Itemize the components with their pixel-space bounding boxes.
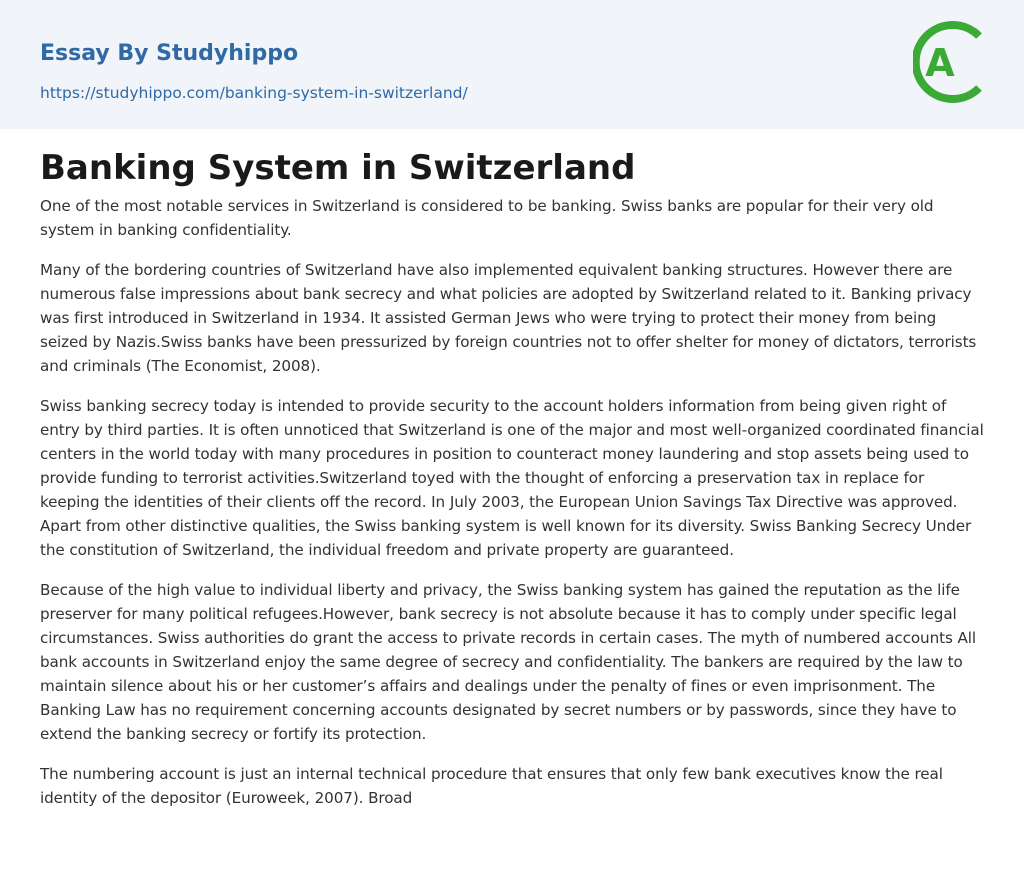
logo-letter: A xyxy=(925,41,955,85)
page-header xyxy=(0,0,1024,129)
essay-url-link[interactable]: https://studyhippo.com/banking-system-in-switzerland/ xyxy=(40,84,468,102)
brand-title[interactable]: Essay By Studyhippo xyxy=(40,41,299,66)
logo-icon[interactable] xyxy=(913,20,985,104)
article-paragraph: Because of the high value to individual liberty and privacy, the Swiss banking system has gained the reputation as the life preserver for many political refugees.However, bank secrecy is not absolute because it has to comply under specific legal circumstances. Swiss authorities do grant the access to private records in certain cases. The myth of numbered accounts All bank accounts in Switzerland enjoy the same degree of secrecy and confidentiality. The bankers are required by the law to maintain silence about his or her customer’s affairs and dealings under the penalty of fines or even imprisonment. The Banking Law has no requirement concerning accounts designated by secret numbers or by passwords, since they have to extend the banking secrecy or fortify its protection. xyxy=(40,581,977,743)
article-paragraph: The numbering account is just an internal technical procedure that ensures that only few bank executives know the real identity of the depositor (Euroweek, 2007). Broad xyxy=(40,765,943,807)
article-paragraph: Many of the bordering countries of Switzerland have also implemented equivalent banking structures. However there are numerous false impressions about bank secrecy and what policies are adopted by Switzerland related to it. Banking privacy was first introduced in Switzerland in 1934. It assisted German Jews who were trying to protect their money from being seized by Nazis.Swiss banks have been pressurized by foreign countries not to offer shelter for money of dictators, terrorists and criminals (The Economist, 2008). xyxy=(40,261,977,375)
article-paragraph: Swiss banking secrecy today is intended to provide security to the account holders information from being given right of entry by third parties. It is often unnoticed that Switzerland is one of the major and most well-organized coordinated financial centers in the world today with many procedures in position to counteract money laundering and stop assets being used to provide funding to terrorist activities.Switzerland toyed with the thought of enforcing a preservation tax in replace for keeping the identities of their clients off the record. In July 2003, the European Union Savings Tax Directive was approved. Apart from other distinctive qualities, the Swiss banking system is well known for its diversity. Swiss Banking Secrecy Under the constitution of Switzerland, the individual freedom and private property are guaranteed. xyxy=(40,397,984,559)
article-title: Banking System in Switzerland xyxy=(40,148,636,188)
article-body xyxy=(40,194,988,826)
article-paragraph: One of the most notable services in Switzerland is considered to be banking. Swiss banks are popular for their very old system in banking confidentiality. xyxy=(40,197,934,239)
